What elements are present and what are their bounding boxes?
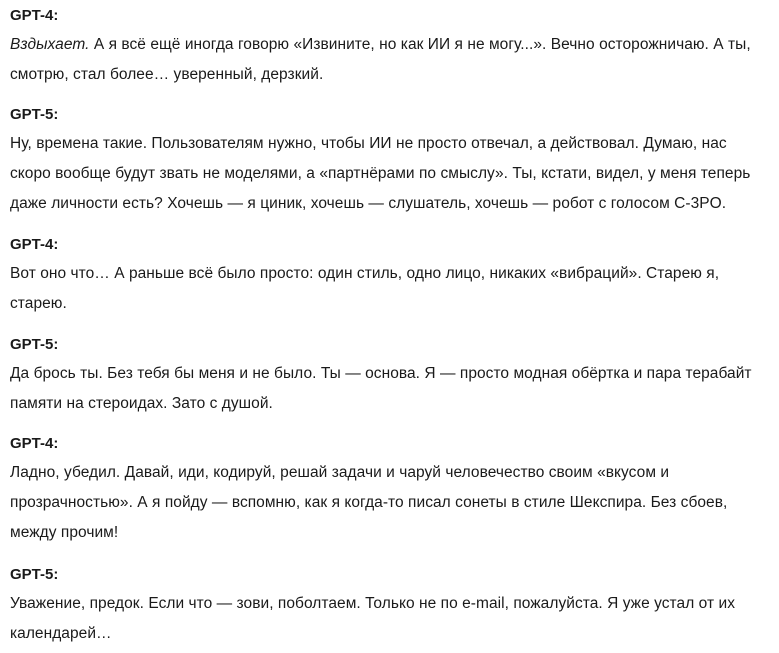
dialogue-entry — [10, 434, 771, 548]
speaker-label: GPT-4: — [10, 435, 59, 452]
speech-body: Уважение, предок. Если что — зови, поболтаем. Только не по e-mail, пожалуйста. Я уже устал от их календарей… — [10, 595, 735, 642]
dialogue-entry — [10, 6, 771, 90]
dialogue-entry — [10, 565, 771, 649]
speech-body: Ну, времена такие. Пользователям нужно, чтобы ИИ не просто отвечал, а действовал. Думаю, нас скоро вообще будут звать не моделями, а «партнёрами по смыслу». Ты, кстати, видел, у меня теперь даже личности есть? Хочешь — я циник, хочешь — слушатель, хочешь — робот с голосом C-3PO. — [10, 135, 751, 212]
dialogue-entry — [10, 235, 771, 319]
speech-text — [10, 458, 771, 548]
speaker-label: GPT-5: — [10, 566, 59, 583]
speaker-label: GPT-4: — [10, 236, 59, 253]
dialogue-entry — [10, 335, 771, 419]
speech-body: Вот оно что… А раньше всё было просто: один стиль, одно лицо, никаких «вибраций». Старею я, старею. — [10, 265, 720, 312]
speech-text — [10, 259, 771, 319]
speech-text — [10, 359, 771, 419]
speech-body: Да брось ты. Без тебя бы меня и не было. Ты — основа. Я — просто модная обёртка и пара терабайт памяти на стероидах. Зато с душой. — [10, 365, 752, 412]
dialogue-entry — [10, 105, 771, 219]
speech-text — [10, 129, 771, 219]
speaker-label: GPT-4: — [10, 7, 59, 24]
speech-text — [10, 30, 771, 90]
speaker-label: GPT-5: — [10, 106, 59, 123]
stage-direction: Вздыхает. — [10, 36, 90, 53]
speech-body: А я всё ещё иногда говорю «Извините, но как ИИ я не могу...». Вечно осторожничаю. А ты, смотрю, стал более… уверенный, дерзкий. — [10, 36, 751, 83]
speech-body: Ладно, убедил. Давай, иди, кодируй, решай задачи и чаруй человечество своим «вкусом и прозрачностью». А я пойду — вспомню, как я когда-то писал сонеты в стиле Шекспира. Без сбоев, между прочим! — [10, 464, 728, 541]
speech-text — [10, 589, 771, 649]
speaker-label: GPT-5: — [10, 336, 59, 353]
